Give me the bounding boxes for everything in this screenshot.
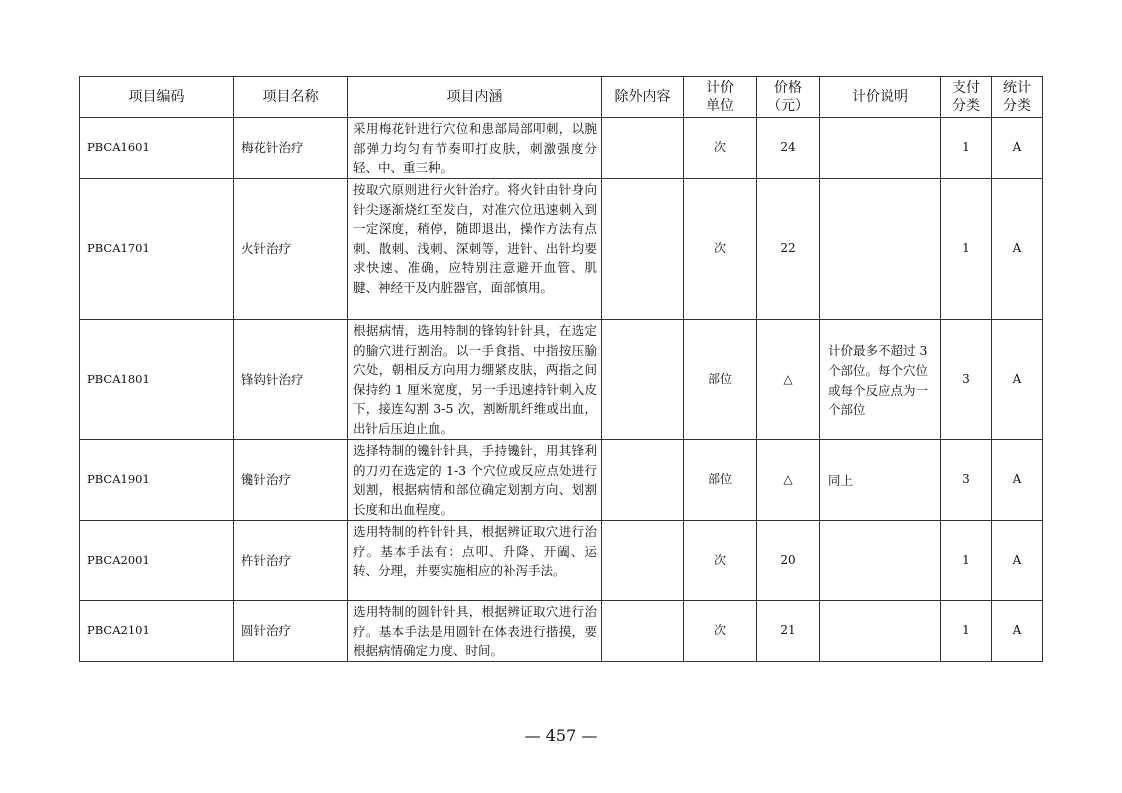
header-unit: 计价 单位 bbox=[684, 77, 757, 118]
cell-price: 24 bbox=[757, 118, 820, 179]
cell-payment: 1 bbox=[941, 118, 992, 179]
cell-note bbox=[820, 179, 941, 320]
header-content: 项目内涵 bbox=[348, 77, 602, 118]
cell-payment: 3 bbox=[941, 320, 992, 440]
cell-stat: A bbox=[992, 601, 1043, 662]
cell-code: PBCA1801 bbox=[80, 320, 234, 440]
cell-name: 火针治疗 bbox=[234, 179, 348, 320]
header-code: 项目编码 bbox=[80, 77, 234, 118]
cell-stat: A bbox=[992, 440, 1043, 521]
cell-note: 同上 bbox=[820, 440, 941, 521]
cell-unit: 次 bbox=[684, 521, 757, 601]
cell-code: PBCA1901 bbox=[80, 440, 234, 521]
cell-stat: A bbox=[992, 320, 1043, 440]
cell-unit: 部位 bbox=[684, 440, 757, 521]
cell-note: 计价最多不超过 3 个部位。每个穴位或每个反应点为一个部位 bbox=[820, 320, 941, 440]
pricing-table bbox=[79, 76, 1043, 662]
cell-price: 20 bbox=[757, 521, 820, 601]
cell-name: 圆针治疗 bbox=[234, 601, 348, 662]
cell-name: 镵针治疗 bbox=[234, 440, 348, 521]
header-excluded: 除外内容 bbox=[602, 77, 684, 118]
header-stat: 统计 分类 bbox=[992, 77, 1043, 118]
cell-content: 选择特制的镵针针具，手持镵针，用其锋利的刀刃在选定的 1-3 个穴位或反应点处进行划割，根据病情和部位确定划割方向、划割长度和出血程度。 bbox=[348, 440, 602, 521]
page-number: — 457 — bbox=[524, 726, 598, 745]
cell-note bbox=[820, 521, 941, 601]
cell-unit: 次 bbox=[684, 118, 757, 179]
cell-content: 根据病情，选用特制的锋钩针针具，在选定的腧穴进行割治。以一手食指、中指按压腧穴处，朝相反方向用力绷紧皮肤，两指之间保持约 1 厘米宽度，另一手迅速持针刺入皮下，接连勾割 3-5 次，割断肌纤维或出血，出针后压迫止血。 bbox=[348, 320, 602, 440]
cell-excluded bbox=[602, 521, 684, 601]
cell-content: 选用特制的圆针针具，根据辨证取穴进行治疗。基本手法是用圆针在体表进行揩摸，要根据病情确定力度、时间。 bbox=[348, 601, 602, 662]
table-row bbox=[80, 521, 1043, 601]
header-price: 价格 （元） bbox=[757, 77, 820, 118]
cell-payment: 1 bbox=[941, 601, 992, 662]
cell-content: 选用特制的杵针针具，根据辨证取穴进行治疗。基本手法有：点叩、升降、开阖、运转、分理，并要实施相应的补泻手法。 bbox=[348, 521, 602, 601]
cell-excluded bbox=[602, 320, 684, 440]
cell-payment: 1 bbox=[941, 179, 992, 320]
header-note: 计价说明 bbox=[820, 77, 941, 118]
cell-unit: 次 bbox=[684, 179, 757, 320]
cell-excluded bbox=[602, 601, 684, 662]
table-row bbox=[80, 440, 1043, 521]
cell-excluded bbox=[602, 118, 684, 179]
header-name: 项目名称 bbox=[234, 77, 348, 118]
table-row bbox=[80, 320, 1043, 440]
cell-price: △ bbox=[757, 440, 820, 521]
table-row bbox=[80, 601, 1043, 662]
cell-code: PBCA2101 bbox=[80, 601, 234, 662]
cell-price: 21 bbox=[757, 601, 820, 662]
cell-unit: 次 bbox=[684, 601, 757, 662]
cell-payment: 1 bbox=[941, 521, 992, 601]
header-row bbox=[80, 77, 1043, 118]
table-row bbox=[80, 118, 1043, 179]
cell-excluded bbox=[602, 440, 684, 521]
cell-unit: 部位 bbox=[684, 320, 757, 440]
cell-name: 杵针治疗 bbox=[234, 521, 348, 601]
cell-stat: A bbox=[992, 179, 1043, 320]
cell-stat: A bbox=[992, 118, 1043, 179]
cell-code: PBCA2001 bbox=[80, 521, 234, 601]
cell-content: 采用梅花针进行穴位和患部局部叩刺，以腕部弹力均匀有节奏叩打皮肤，刺激强度分轻、中、重三种。 bbox=[348, 118, 602, 179]
cell-code: PBCA1601 bbox=[80, 118, 234, 179]
cell-code: PBCA1701 bbox=[80, 179, 234, 320]
cell-stat: A bbox=[992, 521, 1043, 601]
cell-note bbox=[820, 118, 941, 179]
cell-price: △ bbox=[757, 320, 820, 440]
cell-price: 22 bbox=[757, 179, 820, 320]
header-payment: 支付 分类 bbox=[941, 77, 992, 118]
cell-name: 锋钩针治疗 bbox=[234, 320, 348, 440]
cell-note bbox=[820, 601, 941, 662]
cell-content: 按取穴原则进行火针治疗。将火针由针身向针尖逐渐烧红至发白，对准穴位迅速刺入到一定深度，稍停，随即退出，操作方法有点刺、散刺、浅刺、深刺等，进针、出针均要求快速、准确，应特别注意避开血管、肌腱、神经干及内脏器官，面部慎用。 bbox=[348, 179, 602, 320]
cell-excluded bbox=[602, 179, 684, 320]
cell-name: 梅花针治疗 bbox=[234, 118, 348, 179]
cell-payment: 3 bbox=[941, 440, 992, 521]
table-row bbox=[80, 179, 1043, 320]
